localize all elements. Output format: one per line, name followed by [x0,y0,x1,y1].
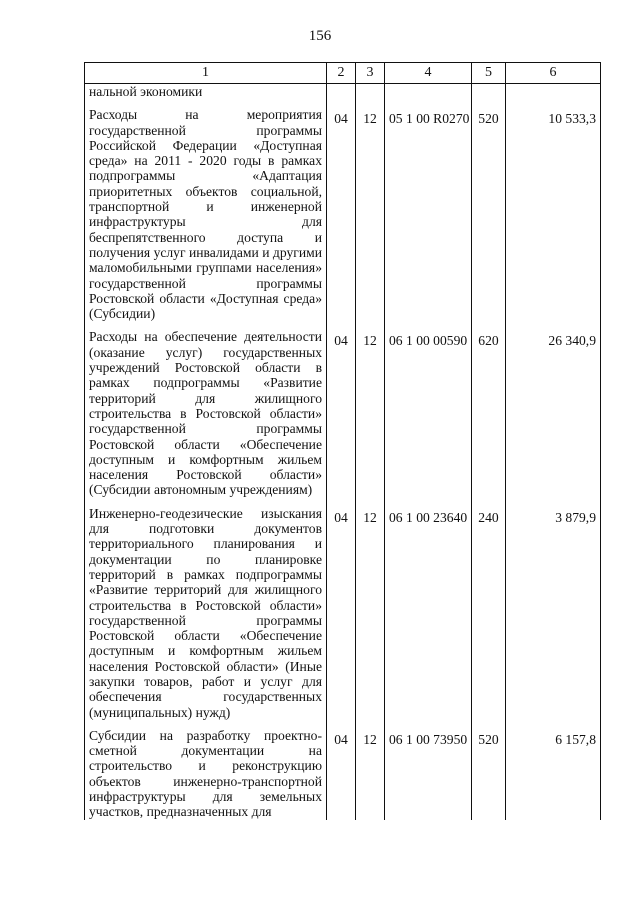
row-target-item: 05 1 00 R0270 [385,105,472,321]
row-subsection: 12 [356,726,385,820]
row-amount: 6 157,8 [506,726,601,820]
row-expense-type: 620 [472,327,506,497]
row-expense-type: 240 [472,504,506,720]
header-col-4: 4 [385,63,472,84]
row-section: 04 [327,726,356,820]
page-number: 156 [308,28,332,44]
table-row [85,726,601,820]
row-target-item: 06 1 00 00590 [385,327,472,497]
row-amount: 10 533,3 [506,105,601,321]
header-col-1: 1 [85,63,327,84]
row-subsection: 12 [356,327,385,497]
budget-table [84,62,601,820]
table-row [85,84,601,100]
row-section: 04 [327,504,356,720]
row-subsection: 12 [356,504,385,720]
row-description: Инженерно-геодезические изыскания для подготовки документов территориального планирования и документации по планировке территорий в рамках подпрограммы «Развитие территорий для жилищного строительства в Ростовской области» государственной программы Ростовской области «Обеспечение доступным и комфортным жильем населения Ростовской области» (Иные закупки товаров, работ и услуг для обеспечения государственных (муниципальных) нужд) [85,504,327,720]
row-section: 04 [327,105,356,321]
row-expense-type: 520 [472,726,506,820]
table-row [85,327,601,497]
table-header [85,63,601,84]
table-row [85,504,601,720]
continuation-text: нальной экономики [85,84,327,100]
row-target-item: 06 1 00 23640 [385,504,472,720]
header-col-5: 5 [472,63,506,84]
header-col-3: 3 [356,63,385,84]
header-col-6: 6 [506,63,601,84]
table-row [85,105,601,321]
row-subsection: 12 [356,105,385,321]
row-description: Расходы на обеспечение деятельности (оказание услуг) государственных учреждений Ростовской области в рамках подпрограммы «Развитие территорий для жилищного строительства в Ростовской области» государственной программы Ростовской области «Обеспечение доступным и комфортным жильем населения Ростовской области» (Субсидии автономным учреждениям) [85,327,327,497]
header-col-2: 2 [327,63,356,84]
row-expense-type: 520 [472,105,506,321]
row-section: 04 [327,327,356,497]
row-amount: 3 879,9 [506,504,601,720]
row-amount: 26 340,9 [506,327,601,497]
row-description: Субсидии на разработку проектно-сметной документации на строительство и реконструкцию объектов инженерно-транспортной инфраструктуры для земельных участков, предназначенных для [85,726,327,820]
row-description: Расходы на мероприятия государственной программы Российской Федерации «Доступная среда» на 2011 - 2020 годы в рамках подпрограммы «Адаптация приоритетных объектов социальной, транспортной и инженерной инфраструктуры для беспрепятственного доступа и получения услуг инвалидами и другими маломобильными группами населения» государственной программы Ростовской области «Доступная среда» (Субсидии) [85,105,327,321]
row-target-item: 06 1 00 73950 [385,726,472,820]
